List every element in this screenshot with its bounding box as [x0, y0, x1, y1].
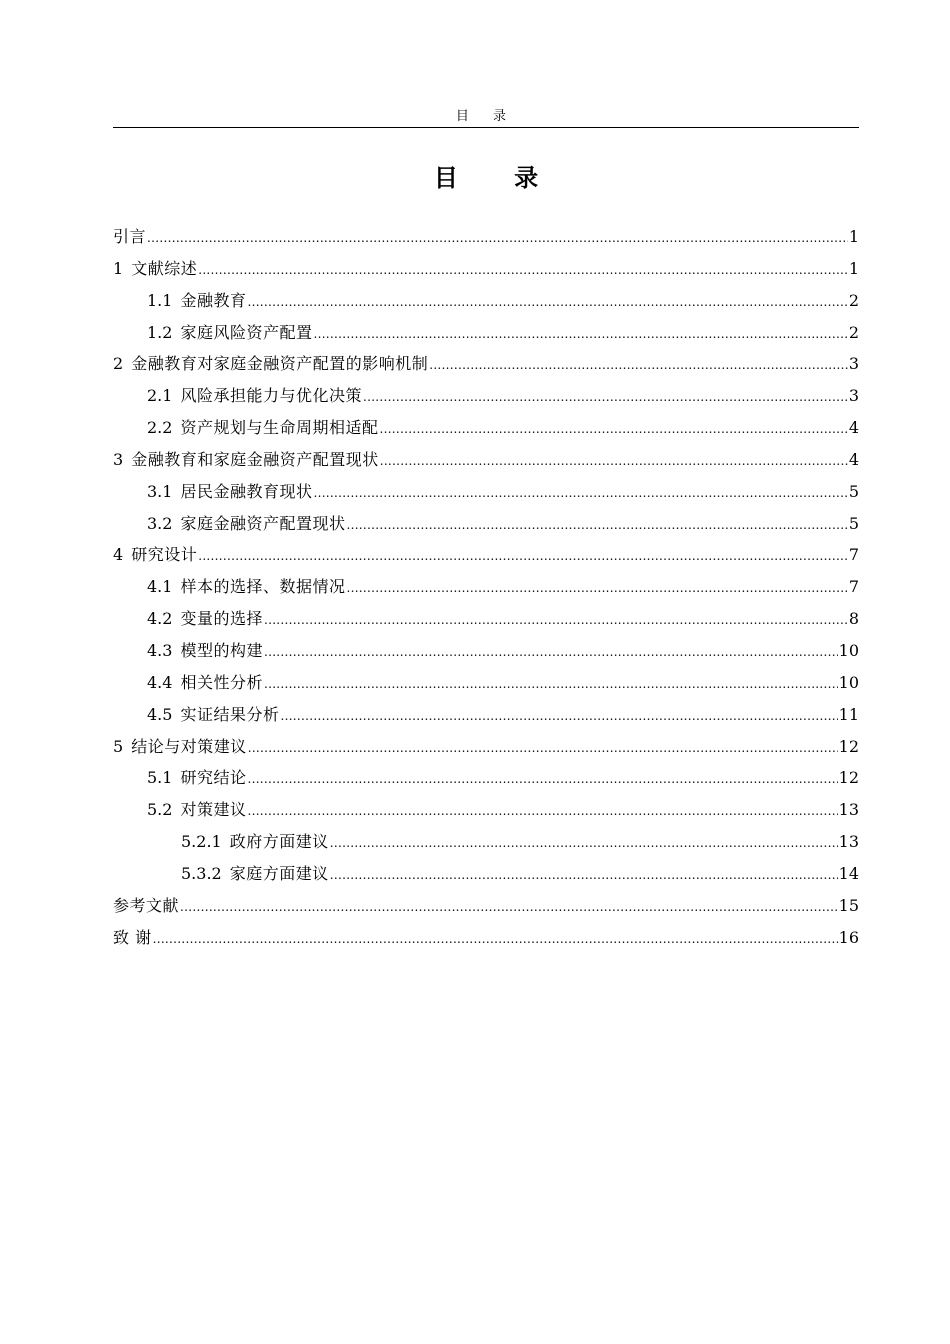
toc-entry-number: 4 — [113, 545, 124, 565]
toc-entry[interactable] — [113, 384, 859, 416]
toc-leader-dots — [264, 672, 838, 696]
toc-entry-number: 4.3 — [147, 640, 173, 660]
toc-entry-page-number: 10 — [838, 640, 859, 660]
toc-entry-label: 家庭风险资产配置 — [180, 322, 313, 342]
toc-leader-dots — [147, 226, 848, 250]
toc-entry-label: 风险承担能力与优化决策 — [180, 386, 362, 406]
toc-entry-number: 3.1 — [147, 481, 173, 501]
toc-leader-dots — [346, 576, 847, 600]
toc-entry-label: 研究结论 — [180, 768, 247, 788]
toc-entry[interactable] — [113, 862, 859, 894]
toc-entry-number: 3.2 — [147, 513, 173, 533]
toc-entry-number: 5.3.2 — [181, 863, 222, 883]
toc-entry[interactable] — [113, 321, 859, 353]
toc-entry-page-number: 12 — [838, 768, 859, 788]
toc-entry[interactable] — [113, 671, 859, 703]
toc-leader-dots — [363, 385, 848, 409]
toc-entry[interactable] — [113, 416, 859, 448]
toc-entry-label: 参考文献 — [113, 895, 180, 915]
toc-leader-dots — [180, 895, 838, 919]
toc-leader-dots — [346, 513, 847, 537]
toc-entry[interactable] — [113, 289, 859, 321]
toc-entry-page-number: 15 — [838, 895, 859, 915]
toc-entry[interactable] — [113, 894, 859, 926]
toc-leader-dots — [248, 736, 838, 760]
toc-entry-page-number: 4 — [848, 418, 859, 438]
running-header: 目 录 — [455, 109, 517, 124]
toc-leader-dots — [313, 481, 847, 505]
toc-entry[interactable] — [113, 607, 859, 639]
toc-entry[interactable] — [113, 830, 859, 862]
toc-entry-number: 4.1 — [147, 577, 173, 597]
toc-entry-number: 4.4 — [147, 672, 173, 692]
toc-leader-dots — [198, 544, 848, 568]
toc-entry-label: 金融教育和家庭金融资产配置现状 — [131, 449, 379, 469]
toc-entry-number: 2 — [113, 354, 124, 374]
toc-leader-dots — [313, 322, 847, 346]
toc-entry-label: 模型的构建 — [180, 640, 263, 660]
toc-entry[interactable] — [113, 735, 859, 767]
toc-entry-label: 引言 — [113, 227, 147, 246]
toc-entry-number: 2.1 — [147, 386, 173, 406]
toc-entry-label: 相关性分析 — [180, 672, 263, 692]
toc-entry-page-number: 14 — [838, 863, 859, 883]
toc-entry-page-number: 7 — [848, 577, 859, 597]
toc-entry-label: 致 谢 — [113, 927, 152, 947]
table-of-contents — [113, 225, 859, 957]
toc-entry-label: 文献综述 — [131, 258, 198, 278]
toc-entry-page-number: 13 — [838, 800, 859, 820]
toc-entry-number: 3 — [113, 449, 124, 469]
toc-leader-dots — [379, 417, 847, 441]
toc-entry[interactable] — [113, 543, 859, 575]
toc-entry-page-number: 4 — [848, 449, 859, 469]
toc-entry-label: 金融教育 — [180, 290, 247, 310]
toc-entry-label: 样本的选择、数据情况 — [180, 577, 346, 597]
toc-entry-number: 1.1 — [147, 290, 173, 310]
toc-entry-label: 对策建议 — [180, 800, 247, 820]
toc-entry-label: 变量的选择 — [180, 609, 263, 629]
toc-entry[interactable] — [113, 448, 859, 480]
toc-leader-dots — [330, 831, 838, 855]
toc-entry-page-number: 13 — [838, 832, 859, 852]
toc-entry-number: 4.2 — [147, 609, 173, 629]
toc-entry-number: 5.1 — [147, 768, 173, 788]
toc-entry-page-number: 2 — [848, 322, 859, 342]
toc-leader-dots — [247, 767, 837, 791]
toc-entry[interactable] — [113, 512, 859, 544]
toc-entry[interactable] — [113, 225, 859, 257]
toc-leader-dots — [264, 608, 848, 632]
toc-entry-number: 2.2 — [147, 418, 173, 438]
toc-entry[interactable] — [113, 798, 859, 830]
toc-entry-page-number: 11 — [838, 704, 859, 724]
toc-entry-number: 5.2.1 — [181, 832, 222, 852]
toc-entry-number: 5 — [113, 736, 124, 756]
toc-entry-label: 研究设计 — [131, 545, 198, 565]
toc-leader-dots — [198, 258, 848, 282]
toc-entry-number: 1 — [113, 258, 124, 278]
toc-entry-label: 实证结果分析 — [180, 704, 280, 724]
toc-entry-page-number: 5 — [848, 513, 859, 533]
toc-entry-label: 结论与对策建议 — [131, 736, 247, 756]
toc-leader-dots — [429, 353, 848, 377]
page-title: 目 录 — [433, 163, 563, 192]
toc-leader-dots — [380, 449, 848, 473]
toc-entry-page-number: 16 — [838, 927, 859, 947]
toc-entry-page-number: 8 — [848, 609, 859, 629]
toc-entry-label: 家庭金融资产配置现状 — [180, 513, 346, 533]
toc-entry-page-number: 5 — [848, 481, 859, 501]
toc-leader-dots — [280, 704, 837, 728]
toc-entry-page-number: 1 — [848, 227, 859, 246]
toc-entry[interactable] — [113, 575, 859, 607]
toc-leader-dots — [153, 927, 838, 951]
toc-entry-label: 居民金融教育现状 — [180, 481, 313, 501]
header-rule — [113, 127, 859, 128]
toc-entry-number: 5.2 — [147, 800, 173, 820]
toc-entry[interactable] — [113, 480, 859, 512]
toc-entry-page-number: 7 — [848, 545, 859, 565]
toc-entry-label: 金融教育对家庭金融资产配置的影响机制 — [131, 354, 429, 374]
toc-leader-dots — [247, 799, 837, 823]
toc-entry-label: 政府方面建议 — [229, 832, 329, 852]
toc-entry-page-number: 10 — [838, 672, 859, 692]
toc-entry[interactable] — [113, 926, 859, 958]
toc-entry-page-number: 1 — [848, 258, 859, 278]
toc-entry-number: 1.2 — [147, 322, 173, 342]
toc-entry-page-number: 2 — [848, 290, 859, 310]
toc-leader-dots — [330, 863, 838, 887]
toc-entry-page-number: 12 — [838, 736, 859, 756]
toc-entry[interactable] — [113, 352, 859, 384]
toc-entry[interactable] — [113, 703, 859, 735]
toc-entry[interactable] — [113, 639, 859, 671]
toc-leader-dots — [247, 290, 847, 314]
toc-entry-number: 4.5 — [147, 704, 173, 724]
toc-entry-label: 资产规划与生命周期相适配 — [180, 418, 379, 438]
toc-entry-page-number: 3 — [848, 354, 859, 374]
toc-leader-dots — [264, 640, 838, 664]
toc-entry[interactable] — [113, 257, 859, 289]
toc-entry-page-number: 3 — [848, 386, 859, 406]
toc-entry-label: 家庭方面建议 — [229, 863, 329, 883]
toc-entry[interactable] — [113, 766, 859, 798]
